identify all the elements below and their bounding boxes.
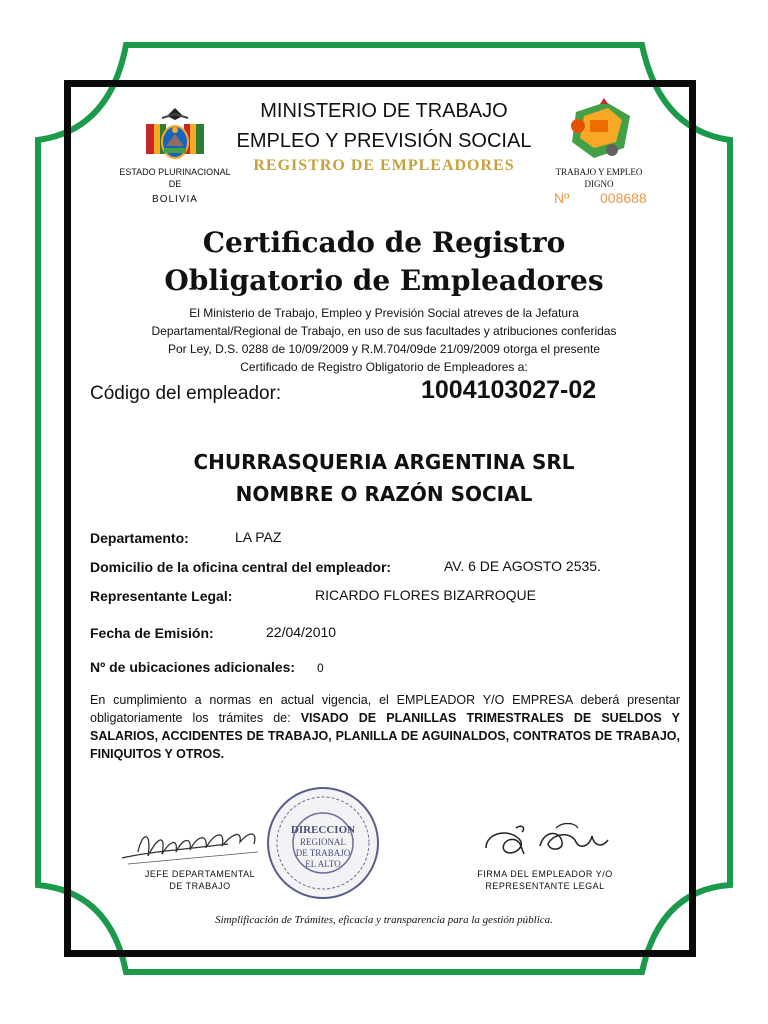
intro-line: El Ministerio de Trabajo, Empleo y Previsión Social atreves de la Jefatura: [189, 306, 579, 320]
certificate-title-line1: Certificado de Registro: [202, 226, 566, 259]
intro-paragraph: [120, 304, 648, 376]
certificate-title-line2: Obligatorio de Empleadores: [164, 264, 604, 297]
fecha-emision-label: Fecha de Emisión:: [90, 625, 214, 641]
domicilio-label: Domicilio de la oficina central del empleador:: [90, 559, 392, 575]
codigo-empleador-label: Código del empleador:: [90, 383, 282, 404]
stamp-center-line3: DE TRABAJO: [295, 848, 351, 858]
ubicaciones-value: 0: [317, 661, 324, 675]
company-name: CHURRASQUERIA ARGENTINA SRL: [193, 450, 575, 474]
departamento-value: LA PAZ: [235, 529, 282, 545]
official-stamp-icon: [265, 785, 381, 901]
trabajo-empleo-caption: [540, 166, 658, 190]
firma-line2: REPRESENTANTE LEGAL: [485, 881, 605, 891]
estado-line1: ESTADO PLURINACIONAL: [119, 167, 231, 177]
jefe-departamental-caption: [130, 868, 270, 892]
jefe-line2: DE TRABAJO: [169, 881, 231, 891]
jefe-signature-icon: [118, 822, 268, 870]
company-name-caption: NOMBRE O RAZÓN SOCIAL: [235, 482, 533, 506]
notice-text: En cumplimiento a normas en actual vigencia, el EMPLEADOR Y/O EMPRESA deberá presentar obligatoriamente los trámites de:: [90, 693, 680, 725]
registro-empleadores-subtitle: REGISTRO DE EMPLEADORES: [253, 157, 515, 174]
representante-label: Representante Legal:: [90, 588, 233, 604]
representante-value: RICARDO FLORES BIZARROQUE: [315, 587, 536, 603]
stamp-center-line4: EL ALTO: [305, 859, 341, 869]
intro-line: Por Ley, D.S. 0288 de 10/09/2009 y R.M.704/09de 21/09/2009 otorga el presente: [167, 342, 601, 356]
ubicaciones-label: Nº de ubicaciones adicionales:: [90, 659, 296, 675]
estado-line2: DE: [168, 179, 182, 189]
codigo-empleador-value: 1004103027-02: [421, 376, 597, 404]
certificate-number-label: Nº: [554, 190, 570, 206]
ministry-title-line2: EMPLEO Y PREVISIÓN SOCIAL: [236, 130, 532, 152]
intro-line: Departamental/Regional de Trabajo, en uso de sus facultades y atribuciones conferidas: [151, 324, 617, 338]
trabajo-line2: DIGNO: [584, 179, 614, 189]
stamp-center-line2: REGIONAL: [300, 837, 346, 847]
stamp-center-line1: DIRECCION: [290, 824, 356, 836]
notice-paragraph: [90, 691, 680, 763]
trabajo-empleo-digno-logo-icon: [564, 98, 636, 164]
certificate-number-value: 008688: [600, 190, 647, 206]
fecha-emision-value: 22/04/2010: [266, 624, 337, 640]
jefe-line1: JEFE DEPARTAMENTAL: [144, 869, 256, 879]
bolivia-caption: BOLIVIA: [152, 194, 198, 205]
ministry-title-line1: MINISTERIO DE TRABAJO: [260, 100, 508, 122]
domicilio-value: AV. 6 DE AGOSTO 2535.: [444, 558, 601, 574]
departamento-label: Departamento:: [90, 530, 189, 546]
firma-line1: FIRMA DEL EMPLEADOR Y/O: [477, 869, 613, 879]
notice-bold-text: VISADO DE PLANILLAS TRIMESTRALES DE SUELDOS Y SALARIOS, ACCIDENTES DE TRABAJO, PLANILLA DE AGUINALDOS, CONTRATOS DE TRABAJO, FINIQUITOS Y OTROS.: [90, 711, 680, 761]
employer-signature-icon: [480, 818, 620, 866]
intro-line: Certificado de Registro Obligatorio de Empleadores a:: [240, 360, 528, 374]
firma-empleador-caption: [470, 868, 620, 892]
footer-slogan: Simplificación de Trámites, eficacia y transparencia para la gestión pública.: [215, 914, 553, 926]
trabajo-line1: TRABAJO Y EMPLEO: [555, 167, 643, 177]
